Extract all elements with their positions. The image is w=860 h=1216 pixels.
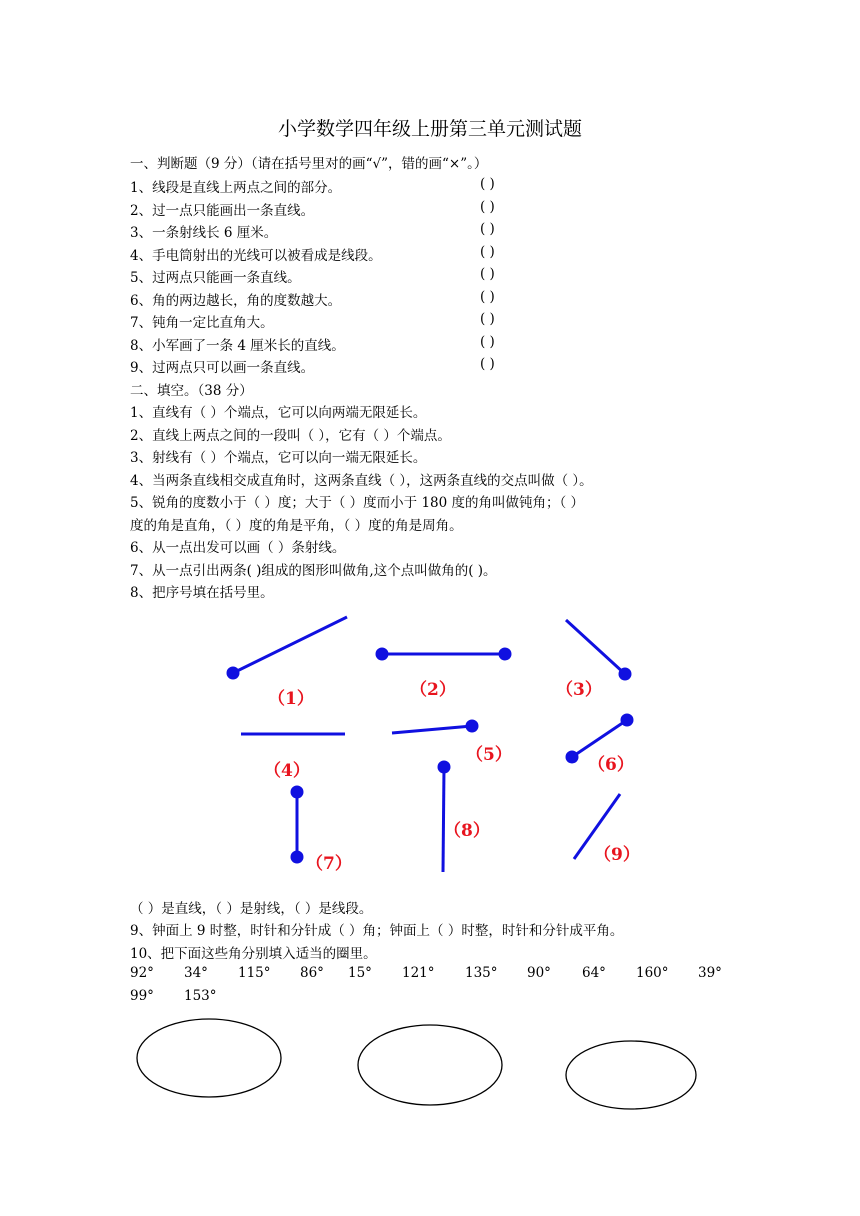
fill-q5-line2: 度的角是直角，（ ）度的角是平角，（ ）度的角是周角。: [130, 518, 463, 534]
figure-5-endpoint: [467, 721, 477, 731]
fill-q3: 3、射线有（ ）个端点，它可以向一端无限延长。: [130, 450, 427, 466]
figure-1-ray: [233, 617, 347, 673]
fill-q8-answer: （ ）是直线，（ ）是射线，（ ）是线段。: [130, 901, 373, 917]
angle-value: 92°: [130, 965, 154, 981]
angle-list: [130, 965, 730, 1009]
fill-q6: 6、从一点出发可以画（ ）条射线。: [130, 540, 346, 556]
judge-item-9: 9、过两点只可以画一条直线。: [130, 360, 315, 376]
section2-heading: 二、填空。（38 分）: [130, 383, 253, 399]
figure-label-8: （8）: [444, 821, 490, 841]
figure-6-endpoint-a: [567, 752, 577, 762]
figure-label-5: （5）: [466, 745, 512, 765]
angle-value: 99°: [130, 988, 154, 1004]
figure-1-endpoint: [228, 668, 238, 678]
figure-label-3: （3）: [556, 680, 602, 700]
figure-7-endpoint-a: [292, 787, 302, 797]
fill-q2: 2、直线上两点之间的一段叫（ ），它有（ ）个端点。: [130, 428, 451, 444]
angle-value: 135°: [465, 965, 498, 981]
figure-label-2: （2）: [410, 680, 456, 700]
figure-label-1: （1）: [268, 689, 314, 709]
figure-7-endpoint-b: [292, 852, 302, 862]
fill-q4: 4、当两条直线相交成直角时，这两条直线（ ），这两条直线的交点叫做（ ）。: [130, 473, 593, 489]
judge-answer-2[interactable]: ( ): [480, 199, 495, 215]
fill-q7: 7、从一点引出两条( )组成的图形叫做角,这个点叫做角的( )。: [130, 563, 497, 579]
figure-label-6: （6）: [588, 755, 634, 775]
fill-q10: 10、把下面这些角分别填入适当的圈里。: [130, 946, 377, 962]
figure-2-endpoint-a: [377, 649, 387, 659]
judge-answer-6[interactable]: ( ): [480, 289, 495, 305]
fill-q8: 8、把序号填在括号里。: [130, 585, 274, 601]
figure-5-ray: [392, 726, 472, 733]
fill-q9: 9、钟面上 9 时整，时针和分针成（ ）角；钟面上（ ）时整，时针和分针成平角。: [130, 923, 624, 939]
angle-value: 115°: [238, 965, 271, 981]
angle-value: 90°: [527, 965, 551, 981]
angle-value: 64°: [582, 965, 606, 981]
judge-answer-3[interactable]: ( ): [480, 221, 495, 237]
angle-value: 15°: [348, 965, 372, 981]
judge-item-5: 5、过两点只能画一条直线。: [130, 270, 301, 286]
figure-3-ray: [566, 620, 625, 674]
angle-value: 153°: [184, 988, 217, 1004]
judge-answer-1[interactable]: ( ): [480, 176, 495, 192]
judge-item-6: 6、角的两边越长，角的度数越大。: [130, 293, 342, 309]
angle-value: 39°: [698, 965, 722, 981]
judge-answer-7[interactable]: ( ): [480, 311, 495, 327]
angle-value: 121°: [402, 965, 435, 981]
section1-heading: 一、判断题（9 分）（请在括号里对的画“√”，错的画“×”。）: [130, 156, 488, 172]
figure-6-endpoint-b: [622, 715, 632, 725]
angle-value: 160°: [636, 965, 669, 981]
judge-item-1: 1、线段是直线上两点之间的部分。: [130, 180, 342, 196]
figure-label-4: （4）: [264, 761, 310, 781]
figure-2-endpoint-b: [500, 649, 510, 659]
judge-answer-9[interactable]: ( ): [480, 356, 495, 372]
figure-label-7: （7）: [306, 854, 352, 874]
judge-answer-8[interactable]: ( ): [480, 334, 495, 350]
angle-value: 34°: [184, 965, 208, 981]
angle-value: 86°: [300, 965, 324, 981]
judge-item-3: 3、一条射线长 6 厘米。: [130, 225, 278, 241]
figure-3-endpoint: [620, 669, 630, 679]
judge-item-2: 2、过一点只能画出一条直线。: [130, 203, 315, 219]
page-title: 小学数学四年级上册第三单元测试题: [277, 118, 582, 140]
judge-answer-4[interactable]: ( ): [480, 244, 495, 260]
figure-label-9: （9）: [594, 845, 640, 865]
figure-8-endpoint: [439, 762, 449, 772]
fill-q1: 1、直线有（ ）个端点，它可以向两端无限延长。: [130, 405, 427, 421]
judge-item-4: 4、手电筒射出的光线可以被看成是线段。: [130, 248, 382, 264]
judge-answer-5[interactable]: ( ): [480, 266, 495, 282]
fill-q5-line1: 5、锐角的度数小于（ ）度；大于（ ）度而小于 180 度的角叫做钝角；（ ）: [130, 495, 585, 511]
judge-item-7: 7、钝角一定比直角大。: [130, 315, 274, 331]
judge-item-8: 8、小军画了一条 4 厘米长的直线。: [130, 338, 345, 354]
